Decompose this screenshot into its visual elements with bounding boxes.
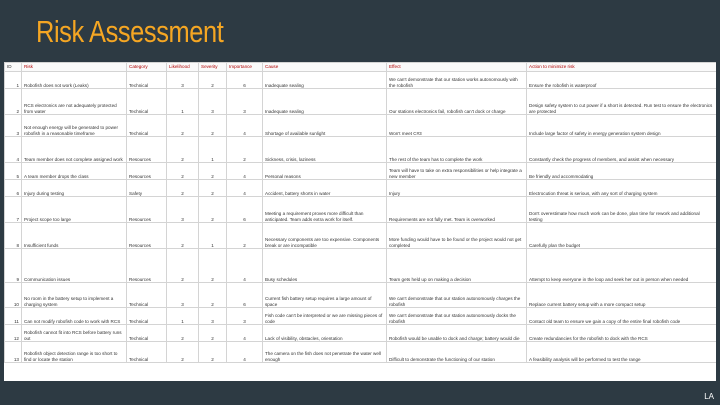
cell-importance[interactable]: 4 <box>227 325 263 342</box>
cell-cause[interactable]: The camera on the fish does not penetrate the water well enough <box>263 342 387 363</box>
cell-category[interactable]: Resources <box>127 163 167 180</box>
cell-likelihood[interactable]: 2 <box>167 180 199 197</box>
header-category[interactable]: Category <box>127 63 167 72</box>
table-row <box>5 249 717 283</box>
cell-risk[interactable]: Communication issues <box>22 249 127 283</box>
cell-cause[interactable]: Busy schedules <box>263 249 387 283</box>
cell-id[interactable]: 3 <box>5 115 22 137</box>
cell-id[interactable]: 12 <box>5 325 22 342</box>
cell-category[interactable]: Technical <box>127 72 167 89</box>
slide-title: Risk Assessment <box>36 14 224 49</box>
cell-severity[interactable]: 1 <box>199 137 227 163</box>
cell-importance[interactable]: 4 <box>227 249 263 283</box>
cell-severity[interactable]: 2 <box>199 342 227 363</box>
cell-cause[interactable]: Personal reasons <box>263 163 387 180</box>
cell-effect[interactable]: More funding would have to be found or the project would not get completed <box>387 223 527 249</box>
cell-likelihood[interactable]: 3 <box>167 72 199 89</box>
cell-cause[interactable]: Meeting a requirement proves more difficult than anticipated. Team adds extra work for itself. <box>263 197 387 223</box>
cell-category[interactable]: Resources <box>127 197 167 223</box>
cell-importance[interactable]: 4 <box>227 163 263 180</box>
cell-cause[interactable]: Fish code can't be interpreted or we are missing pieces of code <box>263 308 387 325</box>
cell-cause[interactable]: Inadequate sealing <box>263 72 387 89</box>
cell-risk[interactable]: Robofish does not work (Leaks) <box>22 72 127 89</box>
cell-cause[interactable]: Sickness, crisis, laziness <box>263 137 387 163</box>
cell-id[interactable]: 7 <box>5 197 22 223</box>
cell-id[interactable]: 11 <box>5 308 22 325</box>
cell-effect[interactable]: Requirements are not fully met. Team is overworked <box>387 197 527 223</box>
cell-likelihood[interactable]: 2 <box>167 115 199 137</box>
table-row <box>5 72 717 89</box>
cell-severity[interactable]: 2 <box>199 180 227 197</box>
table-row <box>5 283 717 308</box>
cell-risk[interactable]: Robofish cannot fit into RCS before battery runs out <box>22 325 127 342</box>
cell-severity[interactable]: 2 <box>199 72 227 89</box>
table-row <box>5 89 717 115</box>
cell-likelihood[interactable]: 1 <box>167 308 199 325</box>
cell-action[interactable]: Don't overestimate how much work can be done, plan time for rework and additional testing <box>527 197 717 223</box>
cell-cause[interactable]: Necessary components are too expensive. Components break or are incompatible <box>263 223 387 249</box>
cell-importance[interactable]: 3 <box>227 89 263 115</box>
cell-risk[interactable]: Insufficient funds <box>22 223 127 249</box>
cell-cause[interactable]: Inadequate sealing <box>263 89 387 115</box>
cell-id[interactable]: 4 <box>5 137 22 163</box>
cell-severity[interactable]: 3 <box>199 308 227 325</box>
cell-category[interactable]: Resources <box>127 249 167 283</box>
cell-likelihood[interactable]: 2 <box>167 223 199 249</box>
cell-action[interactable]: Include large factor of safety in energy generation system design <box>527 115 717 137</box>
cell-category[interactable]: Technical <box>127 89 167 115</box>
table-row <box>5 223 717 249</box>
cell-likelihood[interactable]: 2 <box>167 325 199 342</box>
cell-importance[interactable]: 6 <box>227 283 263 308</box>
cell-effect[interactable]: Team gets held up on making a decision <box>387 249 527 283</box>
header-cause[interactable]: Cause <box>263 63 387 72</box>
table-row <box>5 325 717 342</box>
cell-action[interactable]: Create redundancies for the robofish to dock with the RCS <box>527 325 717 342</box>
cell-likelihood[interactable]: 2 <box>167 163 199 180</box>
cell-effect[interactable]: The rest of the team has to complete the work <box>387 137 527 163</box>
cell-likelihood[interactable]: 2 <box>167 249 199 283</box>
cell-risk[interactable]: Robofish object detection range is too short to find or locate the station <box>22 342 127 363</box>
table-row <box>5 137 717 163</box>
cell-effect[interactable]: We can't demonstrate that our station works autonomously with the robofish <box>387 72 527 89</box>
cell-importance[interactable]: 2 <box>227 223 263 249</box>
header-effect[interactable]: Effect <box>387 63 527 72</box>
header-importance[interactable]: Importance <box>227 63 263 72</box>
cell-severity[interactable]: 2 <box>199 197 227 223</box>
cell-action[interactable]: A feasibility analysis will be performed to test the range <box>527 342 717 363</box>
cell-risk[interactable]: Team member does not complete assigned work <box>22 137 127 163</box>
cell-risk[interactable]: Not enough energy will be generated to power robofish in a reasonable timeframe <box>22 115 127 137</box>
cell-effect[interactable]: Robofish would be unable to dock and charge; battery would die <box>387 325 527 342</box>
cell-importance[interactable]: 6 <box>227 197 263 223</box>
cell-id[interactable]: 9 <box>5 249 22 283</box>
cell-category[interactable]: Technical <box>127 283 167 308</box>
header-severity[interactable]: Severity <box>199 63 227 72</box>
header-id[interactable]: ID <box>5 63 22 72</box>
cell-action[interactable]: Be friendly and accommodating <box>527 163 717 180</box>
cell-effect[interactable]: Team will have to take on extra responsibilities or help integrate a new member <box>387 163 527 180</box>
cell-action[interactable]: Replace current battery setup with a more compact setup <box>527 283 717 308</box>
cell-importance[interactable]: 2 <box>227 137 263 163</box>
cell-importance[interactable]: 4 <box>227 115 263 137</box>
cell-effect[interactable]: Our stations electronics fail, robofish can't dock or charge <box>387 89 527 115</box>
table-row <box>5 180 717 197</box>
cell-severity[interactable]: 3 <box>199 89 227 115</box>
cell-severity[interactable]: 1 <box>199 223 227 249</box>
cell-cause[interactable]: Lack of visibility, obstacles, orientation <box>263 325 387 342</box>
footer-tag: LA <box>704 392 714 401</box>
cell-risk[interactable]: RCS electronics are not adequately protected from water <box>22 89 127 115</box>
cell-severity[interactable]: 2 <box>199 115 227 137</box>
header-action[interactable]: Action to minimize risk <box>527 63 717 72</box>
cell-action[interactable]: Electrocution threat is serious, with any sort of charging system <box>527 180 717 197</box>
cell-risk[interactable]: Project scope too large <box>22 197 127 223</box>
cell-likelihood[interactable]: 1 <box>167 89 199 115</box>
table-row <box>5 197 717 223</box>
cell-cause[interactable]: Shortage of available sunlight <box>263 115 387 137</box>
cell-severity[interactable]: 2 <box>199 283 227 308</box>
cell-importance[interactable]: 6 <box>227 72 263 89</box>
cell-action[interactable]: Design safety system to cut power if a short is detected. Run test to ensure the electronics are protected <box>527 89 717 115</box>
cell-category[interactable]: Resources <box>127 137 167 163</box>
header-risk[interactable]: Risk <box>22 63 127 72</box>
table-row <box>5 308 717 325</box>
table-row <box>5 115 717 137</box>
cell-category[interactable]: Resources <box>127 223 167 249</box>
cell-importance[interactable]: 4 <box>227 342 263 363</box>
cell-importance[interactable]: 4 <box>227 180 263 197</box>
cell-severity[interactable]: 2 <box>199 249 227 283</box>
cell-action[interactable]: Carefully plan the budget <box>527 223 717 249</box>
cell-id[interactable]: 5 <box>5 163 22 180</box>
cell-category[interactable]: Technical <box>127 325 167 342</box>
cell-effect[interactable]: Injury <box>387 180 527 197</box>
cell-risk[interactable]: Injury during testing <box>22 180 127 197</box>
cell-severity[interactable]: 2 <box>199 163 227 180</box>
cell-cause[interactable]: Current fish battery setup requires a large amount of space <box>263 283 387 308</box>
cell-action[interactable]: Ensure the robofish is waterproof <box>527 72 717 89</box>
cell-category[interactable]: Technical <box>127 308 167 325</box>
risk-table <box>4 62 716 363</box>
cell-id[interactable]: 2 <box>5 89 22 115</box>
risk-table-sheet <box>4 62 716 381</box>
cell-effect[interactable]: Won't meet C#3 <box>387 115 527 137</box>
cell-action[interactable]: Constantly check the progress of members, and assist when necessary <box>527 137 717 163</box>
cell-action[interactable]: Contact old team to ensure we gain a copy of the entire final robofish code <box>527 308 717 325</box>
cell-id[interactable]: 1 <box>5 72 22 89</box>
header-likelihood[interactable]: Likelihood <box>167 63 199 72</box>
cell-severity[interactable]: 2 <box>199 325 227 342</box>
table-row <box>5 163 717 180</box>
cell-risk[interactable]: A team member drops the class <box>22 163 127 180</box>
cell-effect[interactable]: We can't demonstrate that our station autonomously docks the robofish <box>387 308 527 325</box>
cell-likelihood[interactable]: 3 <box>167 283 199 308</box>
cell-action[interactable]: Attempt to keep everyone in the loop and seek her out in person when needed <box>527 249 717 283</box>
cell-cause[interactable]: Accident, battery shorts in water <box>263 180 387 197</box>
cell-category[interactable]: Technical <box>127 115 167 137</box>
cell-likelihood[interactable]: 2 <box>167 137 199 163</box>
table-row <box>5 342 717 363</box>
cell-effect[interactable]: We can't demonstrate that our station autonomously charges the robofish <box>387 283 527 308</box>
header-row <box>5 63 717 72</box>
cell-importance[interactable]: 3 <box>227 308 263 325</box>
cell-id[interactable]: 6 <box>5 180 22 197</box>
cell-effect[interactable]: Difficult to demonstrate the functioning of our station <box>387 342 527 363</box>
cell-id[interactable]: 13 <box>5 342 22 363</box>
cell-risk[interactable]: No room in the battery setup to implement a charging system <box>22 283 127 308</box>
cell-category[interactable]: Safety <box>127 180 167 197</box>
cell-category[interactable]: Technical <box>127 342 167 363</box>
cell-risk[interactable]: Can not modify robofish code to work with RCS <box>22 308 127 325</box>
cell-id[interactable]: 8 <box>5 223 22 249</box>
cell-likelihood[interactable]: 2 <box>167 342 199 363</box>
cell-likelihood[interactable]: 3 <box>167 197 199 223</box>
cell-id[interactable]: 10 <box>5 283 22 308</box>
